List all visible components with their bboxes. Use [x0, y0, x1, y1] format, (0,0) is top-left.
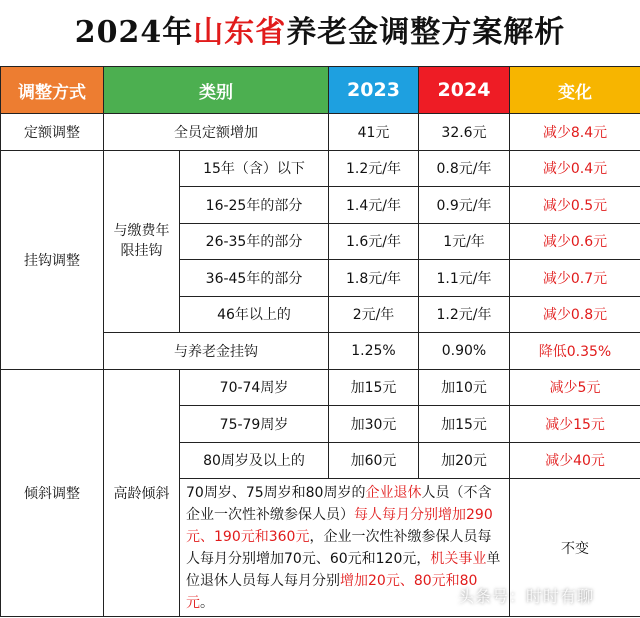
group-linked: 与缴费年限挂钩 [104, 150, 180, 333]
value-2023: 1.25% [329, 333, 419, 370]
change-cell: 减少40元 [510, 442, 640, 479]
note-highlight: 机关事业 [430, 550, 487, 567]
note-text: ，企业一次性补缴参保人员每人每月分别增加70元、60元和120元， [186, 528, 492, 567]
table-row [1, 369, 640, 406]
change-cell: 减少0.7元 [510, 260, 640, 297]
value-2024: 加15元 [419, 406, 510, 443]
header-method: 调整方式 [1, 67, 104, 114]
note-text: 70周岁、75周岁和80周岁的 [186, 484, 366, 501]
header-2023: 2023 [329, 67, 419, 114]
change-cell: 减少0.4元 [510, 150, 640, 187]
title-post: 养老金调整方案解析 [286, 15, 566, 50]
pension-table [0, 66, 640, 617]
header-category: 类别 [104, 67, 329, 114]
category-cell: 80周岁及以上的 [180, 442, 329, 479]
value-2024: 32.6元 [419, 114, 510, 151]
change-cell: 减少0.8元 [510, 296, 640, 333]
table-row [1, 150, 640, 187]
value-2023: 1.2元/年 [329, 150, 419, 187]
header-2024: 2024 [419, 67, 510, 114]
value-2024: 0.90% [419, 333, 510, 370]
change-cell: 不变 [510, 479, 640, 617]
value-2023: 1.4元/年 [329, 187, 419, 224]
value-2024: 0.8元/年 [419, 150, 510, 187]
change-cell: 减少8.4元 [510, 114, 640, 151]
value-2024: 0.9元/年 [419, 187, 510, 224]
method-tilted: 倾斜调整 [1, 369, 104, 617]
note-text: 。 [200, 594, 214, 611]
watermark: 头条号：时时有聊 [458, 587, 595, 606]
value-2023: 加60元 [329, 442, 419, 479]
category-cell: 全员定额增加 [104, 114, 329, 151]
note-text: 人员（不含企业一次性补缴参保人员） [186, 484, 492, 523]
category-cell: 46年以上的 [180, 296, 329, 333]
change-cell: 减少0.6元 [510, 223, 640, 260]
value-2023: 加30元 [329, 406, 419, 443]
value-2024: 加10元 [419, 369, 510, 406]
page-title [0, 0, 640, 66]
value-2023: 加15元 [329, 369, 419, 406]
change-cell: 降低0.35% [510, 333, 640, 370]
category-cell: 36-45年的部分 [180, 260, 329, 297]
value-2023: 1.6元/年 [329, 223, 419, 260]
category-cell: 16-25年的部分 [180, 187, 329, 224]
category-cell: 26-35年的部分 [180, 223, 329, 260]
note-highlight: 增加20元、80元和80元 [186, 572, 478, 611]
value-2024: 加20元 [419, 442, 510, 479]
value-2024: 1.1元/年 [419, 260, 510, 297]
value-2023: 1.8元/年 [329, 260, 419, 297]
header-row [1, 67, 640, 114]
category-cell: 70-74周岁 [180, 369, 329, 406]
change-cell: 减少15元 [510, 406, 640, 443]
group-tilted: 高龄倾斜 [104, 369, 180, 617]
title-pre: 2024年 [74, 15, 194, 50]
category-cell: 15年（含）以下 [180, 150, 329, 187]
note-highlight: 每人每月分别增加290元、190元和360元 [186, 506, 493, 545]
change-cell: 减少5元 [510, 369, 640, 406]
header-change: 变化 [510, 67, 640, 114]
category-cell: 与养老金挂钩 [104, 333, 329, 370]
value-2024: 1.2元/年 [419, 296, 510, 333]
title-highlight: 山东省 [193, 15, 287, 50]
note-highlight: 企业退休 [365, 484, 422, 501]
method-linked: 挂钩调整 [1, 150, 104, 369]
value-2023: 2元/年 [329, 296, 419, 333]
value-2024: 1元/年 [419, 223, 510, 260]
table-row [1, 114, 640, 151]
note-text: 单位退休人员每人每月分别 [186, 550, 501, 589]
method-fixed: 定额调整 [1, 114, 104, 151]
change-cell: 减少0.5元 [510, 187, 640, 224]
value-2023: 41元 [329, 114, 419, 151]
category-cell: 75-79周岁 [180, 406, 329, 443]
